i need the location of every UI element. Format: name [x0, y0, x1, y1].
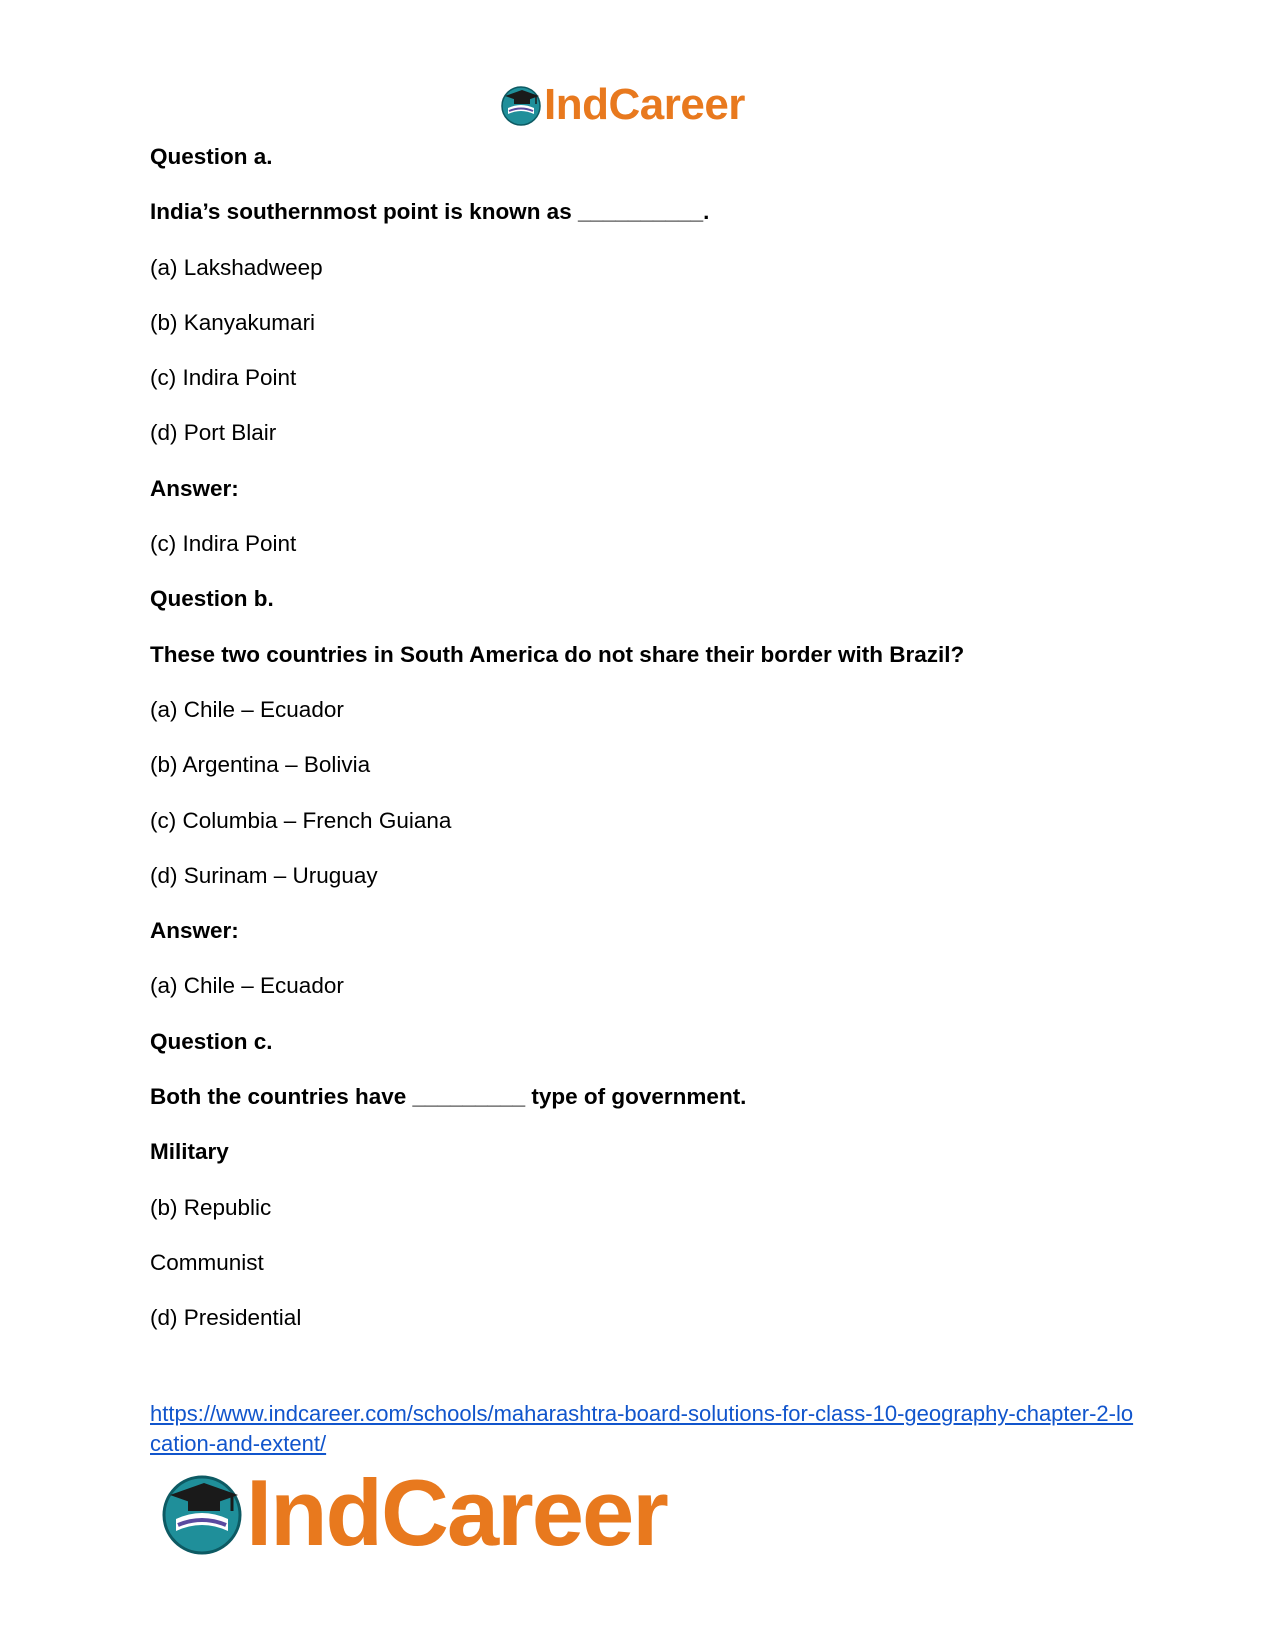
text-line: (d) Presidential: [150, 1305, 302, 1331]
text-line: (d) Surinam – Uruguay: [150, 862, 378, 888]
text-line: Communist: [150, 1249, 264, 1275]
text-line: (a) Lakshadweep: [150, 254, 323, 280]
text-line: (b) Republic: [150, 1194, 272, 1220]
footer-logo: [160, 1460, 667, 1565]
text-line: (c) Indira Point: [150, 365, 297, 391]
graduation-cap-globe-icon: [160, 1471, 244, 1555]
text-line-bold: Question c.: [150, 1028, 273, 1054]
text-line: (a) Chile – Ecuador: [150, 973, 344, 999]
text-line-bold: These two countries in South America do not share their border with Brazil?: [150, 641, 965, 667]
graduation-cap-globe-icon: [500, 84, 542, 126]
text-line-bold: Question b.: [150, 586, 274, 612]
source-link[interactable]: https://www.indcareer.com/schools/maharashtra-board-solutions-for-class-10-geography-chapter-2-location-and-extent/: [150, 1401, 1134, 1456]
header-logo-text: IndCareer: [544, 80, 745, 129]
text-line: (b) Kanyakumari: [150, 309, 316, 335]
text-line: (a) Chile – Ecuador: [150, 696, 344, 722]
text-line: (b) Argentina – Bolivia: [150, 752, 371, 778]
text-line-bold: Military: [150, 1139, 229, 1165]
footer-logo-text: IndCareer: [246, 1460, 667, 1565]
question-content: [150, 145, 1130, 1362]
text-line: (c) Columbia – French Guiana: [150, 807, 452, 833]
text-line: (d) Port Blair: [150, 420, 277, 446]
text-line-bold: Answer:: [150, 475, 239, 501]
text-line-bold: Question a.: [150, 144, 273, 169]
text-line-bold: Answer:: [150, 918, 239, 944]
text-line-bold: Both the countries have _________ type of government.: [150, 1084, 747, 1110]
text-line: (c) Indira Point: [150, 531, 297, 557]
header-logo: [500, 80, 745, 130]
text-line-bold: India’s southernmost point is known as __________.: [150, 199, 710, 225]
